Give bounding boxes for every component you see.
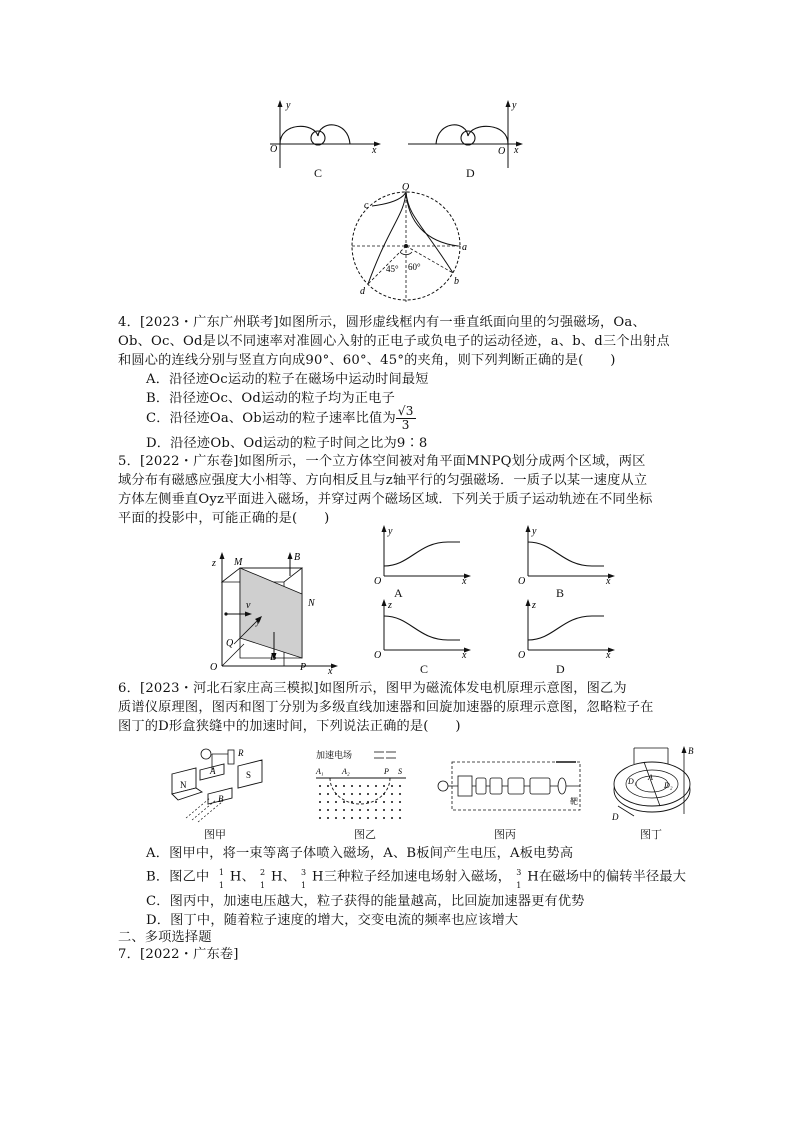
- graph-c-caption: C: [314, 166, 323, 180]
- fig-ding-label-d: D: [612, 812, 619, 822]
- circle-label-o: O: [402, 182, 410, 193]
- q5-graph-d-x: x: [606, 650, 611, 658]
- graph-d-x-label: x: [514, 145, 519, 156]
- q4-option-c-fraction: [396, 405, 416, 432]
- cube-label-n: N: [308, 598, 315, 609]
- graph-d-y-label: y: [512, 100, 517, 111]
- trajectory-graph-c: [262, 98, 382, 170]
- q5-graph-c-x: x: [462, 650, 467, 658]
- circle-label-d: d: [360, 286, 365, 297]
- graph-d-origin: O: [498, 146, 506, 157]
- fig-ding-cyclotron: [608, 744, 698, 824]
- q5-graph-c-origin: O: [374, 650, 382, 658]
- trajectory-graph-d: [404, 98, 524, 170]
- fig-ding-label-d2: D₂: [664, 781, 673, 790]
- q4-option-d: D．沿径迹Ob、Od运动的粒子时间之比为9∶8: [146, 436, 428, 451]
- cube-label-v: v: [246, 600, 251, 611]
- q5-graph-a-origin: O: [374, 576, 382, 584]
- q5-graph-c-caption: C: [420, 662, 429, 676]
- q6-stem-line3: 图丁的D形盒狭缝中的加速时间，下列说法正确的是( ): [118, 719, 461, 734]
- q5-graph-d-origin: O: [518, 650, 526, 658]
- q4-option-c: [146, 405, 416, 433]
- q5-graph-a-caption: A: [394, 586, 403, 600]
- circle-label-c: c: [364, 200, 369, 211]
- graph-c-y-label: y: [286, 100, 291, 111]
- cube-label-y: y: [256, 616, 261, 627]
- cube-figure: [204, 548, 342, 674]
- fig-yi-field-dots: [319, 785, 401, 819]
- q5-stem-line4: 平面的投影中，可能正确的是( ): [118, 511, 330, 526]
- q6-option-d: D．图丁中，随着粒子速度的增大，交变电流的频率也应该增大: [146, 913, 519, 928]
- q4-option-c-text: C．沿径迹Oa、Ob运动的粒子速率比值为: [146, 411, 396, 426]
- circle-label-a: a: [462, 242, 467, 253]
- fig-bing-caption: 图丙: [494, 828, 516, 841]
- cube-label-o: O: [210, 662, 218, 673]
- q5-graph-d: [514, 598, 618, 658]
- fig-jia-label-r: R: [238, 748, 244, 758]
- fig-yi-caption: 图乙: [354, 828, 376, 841]
- cube-label-m: M: [234, 557, 243, 568]
- cube-label-q: Q: [226, 638, 234, 649]
- q5-graph-b-x: x: [606, 576, 611, 584]
- fig-jia-label-s: S: [246, 770, 252, 780]
- circle-field-figure: [346, 180, 472, 304]
- cube-label-z: z: [212, 558, 216, 569]
- fig-jia-caption: 图甲: [204, 828, 226, 841]
- cube-label-p: P: [300, 662, 307, 673]
- q6-option-a: A．图甲中，将一束等离子体喷入磁场，A、B板间产生电压，A板电势高: [146, 846, 574, 861]
- q5-graph-b-origin: O: [518, 576, 526, 584]
- fig-ding-caption: 图丁: [640, 828, 662, 841]
- fig-yi-label-a2: A₂: [342, 767, 350, 776]
- section-2-heading: 二、多项选择题: [118, 930, 212, 945]
- q5-graph-d-z: z: [532, 600, 536, 611]
- q5-graph-c: [370, 598, 474, 658]
- fig-jia-mhd-generator: [166, 744, 266, 826]
- fig-ding-label-b: B: [688, 746, 694, 756]
- fig-ding-label-a: A: [648, 773, 653, 782]
- fig-yi-title: 加速电场: [316, 750, 353, 760]
- isotope-tritium: 3 1: [301, 868, 307, 890]
- q4-option-a: A．沿径迹Oc运动的粒子在磁场中运动时间最短: [146, 372, 429, 387]
- graph-c-origin: O: [270, 144, 278, 155]
- fig-yi-mass-spectrometer: [310, 746, 410, 826]
- q5-graph-a-y: y: [388, 526, 393, 537]
- q5-graph-d-caption: D: [556, 662, 565, 676]
- cube-label-b-top: B: [294, 552, 301, 563]
- circle-label-b: b: [454, 276, 459, 287]
- q4-option-b: B．沿径迹Oc、Od运动的粒子均为正电子: [146, 391, 395, 406]
- q4-option-c-numerator: √3: [397, 404, 414, 418]
- fig-bing-linear-accelerator: [436, 756, 586, 818]
- isotope-protium: 1 1: [218, 868, 225, 890]
- q5-graph-b: [514, 524, 618, 584]
- graph-c-x-label: x: [372, 145, 377, 156]
- q4-stem-line2: Ob、Oc、Od是以不同速率对准圆心入射的正电子或负电子的运动径迹，a、b、d三个出射点: [118, 334, 670, 349]
- q5-graph-c-z: z: [388, 600, 392, 611]
- fig-ding-label-d1: D₁: [628, 777, 637, 786]
- q7-stem: 7．[2022・广东卷]: [118, 947, 239, 962]
- fig-jia-label-b: B: [218, 794, 224, 804]
- q6-option-b-suffix: 在磁场中的偏转半径最大: [538, 869, 687, 885]
- q4-stem-line1: 4．[2023・广东广州联考]如图所示，圆形虚线框内有一垂直纸面向里的匀强磁场，Oa、: [118, 315, 646, 330]
- q6-option-b-prefix: B．图乙中: [146, 869, 210, 885]
- isotope-deuterium: 2 1: [259, 868, 266, 890]
- fig-yi-label-s: S: [398, 767, 402, 776]
- q5-graph-a-x: x: [462, 576, 467, 584]
- fig-bing-label-target: 靶: [570, 797, 578, 806]
- q6-stem-line2: 质谱仪原理图，图丙和图丁分别为多级直线加速器和回旋加速器的原理示意图，忽略粒子在: [118, 700, 654, 715]
- q4-stem-line3: 和圆心的连线分别与竖直方向成90°、60°、45°的夹角，则下列判断正确的是( ): [118, 353, 616, 368]
- q5-stem-line2: 域分布有磁感应强度大小相等、方向相反且与z轴平行的匀强磁场．一质子以某一速度从立: [118, 473, 648, 488]
- q6-option-b: B．图乙中 1 1 H、 2 1 H、 3 1 H三种粒子经加速电场射入磁场， 3 1 H在磁场中的偏转半径最大: [146, 868, 687, 890]
- q5-graph-b-caption: B: [556, 586, 565, 600]
- cube-label-x: x: [328, 666, 333, 674]
- q6-option-c: C．图丙中，加速电压越大，粒子获得的能量越高，比回旋加速器更有优势: [146, 894, 585, 909]
- isotope-tritium-2: 3 1: [516, 868, 522, 890]
- fig-yi-label-p: P: [384, 767, 389, 776]
- cube-label-b-bottom: B: [270, 652, 277, 663]
- q6-option-b-middle: 三种粒子经加速电场射入磁场，: [323, 869, 512, 885]
- angle-45-label: 45°: [386, 264, 399, 274]
- fig-yi-label-a1: A₁: [316, 767, 324, 776]
- angle-60-label: 60°: [408, 262, 421, 272]
- graph-d-caption: D: [466, 166, 475, 180]
- q4-option-c-denominator: 3: [401, 418, 410, 432]
- q5-stem-line3: 方体左侧垂直Oyz平面进入磁场，并穿过两个磁场区域．下列关于质子运动轨迹在不同坐标: [118, 492, 653, 507]
- fig-jia-label-n: N: [180, 780, 187, 790]
- fig-jia-label-a: A: [210, 766, 216, 776]
- q6-stem-line1: 6．[2023・河北石家庄高三模拟]如图所示，图甲为磁流体发电机原理示意图，图乙为: [118, 681, 627, 696]
- q5-stem-line1: 5．[2022・广东卷]如图所示，一个立方体空间被对角平面MNPQ划分成两个区域，两区: [118, 454, 646, 469]
- q5-graph-b-y: y: [532, 526, 537, 537]
- q5-graph-a: [370, 524, 474, 584]
